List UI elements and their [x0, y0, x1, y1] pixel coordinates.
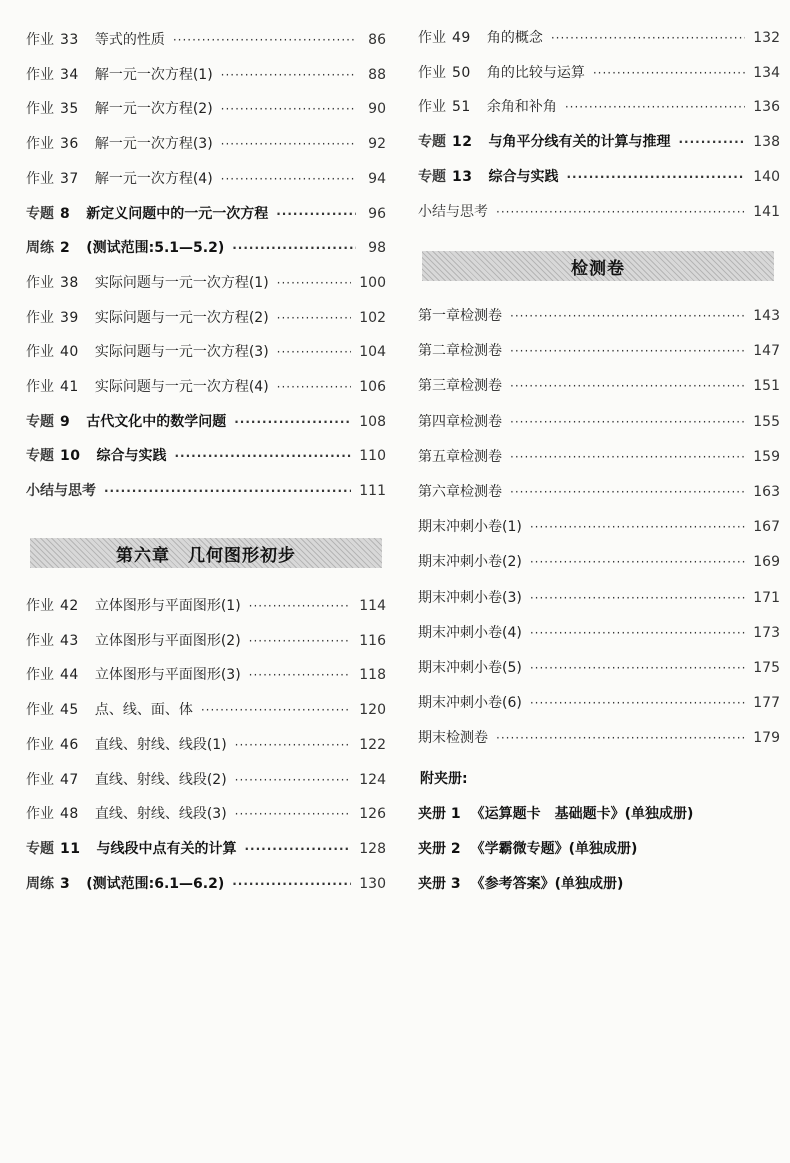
toc-entry-page: 111: [359, 483, 386, 500]
toc-entry-title: 解一元一次方程(1): [94, 66, 213, 83]
toc-entry[interactable]: [26, 594, 386, 618]
toc-entry-label: 小结与思考: [418, 203, 488, 220]
toc-entry[interactable]: [26, 202, 386, 226]
dot-leader: [565, 95, 745, 119]
toc-entry[interactable]: [26, 97, 386, 121]
toc-entry-number: 36: [60, 136, 79, 153]
toc-entry-page: 155: [753, 413, 780, 430]
toc-entry-page: 96: [368, 205, 386, 222]
toc-entry-title: 余角和补角: [486, 99, 557, 116]
toc-entry-label: 作业: [26, 274, 54, 291]
toc-entry-number: 43: [60, 632, 79, 649]
dot-leader: [232, 872, 351, 896]
toc-entry-page: 104: [359, 344, 386, 361]
attachment-label: 夹册 3: [418, 876, 461, 892]
toc-entry[interactable]: [26, 167, 386, 191]
attachment-title: 《参考答案》(单独成册): [470, 876, 624, 892]
toc-entry-label: 专题: [418, 134, 446, 151]
toc-entry[interactable]: [26, 410, 386, 434]
chapter6-banner-title: 第六章 几何图形初步: [116, 545, 296, 566]
toc-entry-page: 88: [368, 66, 386, 83]
attachment-label: 夹册 1: [418, 806, 461, 822]
dot-leader: [221, 132, 356, 156]
toc-entry[interactable]: [418, 304, 780, 328]
toc-entry-label: 专题: [418, 168, 446, 185]
toc-entry-page: 128: [359, 840, 386, 857]
toc-entry-label: 作业: [26, 771, 54, 788]
dot-leader: [173, 28, 356, 52]
toc-entry-page: 86: [368, 32, 386, 48]
dot-leader: [235, 768, 352, 792]
toc-entry-label: 作业: [26, 32, 54, 48]
toc-entry-page: 140: [753, 168, 780, 185]
dot-leader: [244, 837, 351, 861]
toc-entry-page: 94: [368, 170, 386, 187]
toc-entry-title: (测试范围:5.1—5.2): [86, 240, 225, 257]
toc-entry-title: 与线段中点有关的计算: [96, 840, 237, 857]
attachments-heading: 附夹册:: [420, 771, 468, 787]
toc-entry-number: 49: [452, 30, 471, 46]
toc-entry[interactable]: [26, 236, 386, 260]
toc-entry-title: 实际问题与一元一次方程(4): [94, 379, 269, 395]
toc-entry-title: 实际问题与一元一次方程(1): [94, 274, 269, 291]
toc-entry-title: 角的比较与运算: [486, 64, 585, 81]
dot-leader: [593, 61, 745, 85]
toc-entry-page: 167: [753, 519, 780, 536]
toc-entry-number: 37: [60, 170, 79, 187]
dot-leader: [277, 271, 352, 295]
toc-entry-title: 综合与实践: [488, 168, 559, 185]
toc-entry[interactable]: [26, 768, 386, 792]
toc-entry-title: 第一章检测卷: [418, 308, 502, 324]
toc-entry[interactable]: [26, 629, 386, 653]
toc-entry-label: 作业: [26, 736, 54, 753]
toc-entry-title: 解一元一次方程(3): [94, 136, 213, 153]
dot-leader: [510, 480, 745, 504]
dot-leader: [530, 550, 745, 574]
toc-entry-number: 45: [60, 702, 79, 719]
toc-entry[interactable]: [26, 63, 386, 87]
toc-entry[interactable]: [418, 445, 780, 469]
toc-entry-page: 134: [753, 64, 780, 81]
toc-entry-page: 138: [753, 134, 780, 151]
chapter6-banner: [30, 538, 382, 568]
toc-entry-number: 41: [60, 379, 79, 395]
toc-entry-page: 173: [753, 624, 780, 641]
attachment-entry: [418, 873, 623, 893]
toc-entry[interactable]: [26, 306, 386, 330]
toc-entry-page: 120: [359, 702, 386, 719]
toc-entry-number: 46: [60, 736, 79, 753]
toc-entry-label: 作业: [26, 806, 54, 823]
toc-entry-number: 11: [60, 840, 81, 857]
dot-leader: [678, 130, 745, 154]
toc-entry-title: 期末冲刺小卷(5): [418, 660, 522, 676]
toc-entry[interactable]: [418, 95, 780, 119]
dot-leader: [530, 586, 745, 610]
toc-entry-page: 159: [753, 448, 780, 465]
toc-entry-label: 作业: [418, 99, 446, 116]
toc-entry-label: 作业: [26, 667, 54, 684]
toc-entry-number: 8: [60, 205, 71, 222]
toc-entry-page: 116: [359, 632, 386, 649]
toc-entry-label: 作业: [26, 66, 54, 83]
toc-entry-page: 100: [359, 274, 386, 291]
toc-entry-title: 期末冲刺小卷(6): [418, 695, 522, 712]
dot-leader: [249, 663, 352, 687]
toc-entry-label: 周练: [26, 875, 54, 892]
dot-leader: [201, 698, 351, 722]
dot-leader: [104, 479, 351, 503]
dot-leader: [530, 515, 745, 539]
toc-entry-label: 作业: [26, 598, 54, 614]
toc-entry-title: 直线、射线、线段(2): [94, 771, 227, 788]
toc-entry-title: 第五章检测卷: [418, 448, 502, 465]
dot-leader: [530, 691, 745, 715]
toc-entry-title: 第二章检测卷: [418, 343, 502, 360]
toc-entry-title: 解一元一次方程(4): [94, 170, 213, 187]
toc-entry[interactable]: [26, 271, 386, 295]
toc-entry-title: 期末冲刺小卷(1): [418, 519, 522, 536]
toc-entry[interactable]: [418, 726, 780, 750]
toc-entry[interactable]: [26, 28, 386, 52]
dot-leader: [530, 621, 745, 645]
toc-entry-page: 177: [753, 695, 780, 712]
toc-entry-page: 124: [359, 771, 386, 788]
toc-entry-page: 132: [753, 30, 780, 46]
dot-leader: [221, 167, 356, 191]
toc-entry-title: 期末冲刺小卷(2): [418, 554, 522, 571]
toc-entry-page: 179: [753, 730, 780, 747]
tests-banner: [422, 251, 774, 281]
toc-entry-label: 作业: [418, 30, 446, 46]
dot-leader: [235, 733, 352, 757]
toc-entry-label: 作业: [26, 632, 54, 649]
toc-entry[interactable]: [26, 698, 386, 722]
toc-entry-label: 作业: [26, 344, 54, 361]
toc-entry-title: 期末冲刺小卷(4): [418, 624, 522, 641]
attachment-title: 《学霸微专题》(单独成册): [470, 841, 638, 857]
toc-entry[interactable]: [418, 586, 780, 610]
toc-entry-page: 114: [359, 598, 386, 614]
toc-entry[interactable]: [418, 656, 780, 680]
toc-entry-number: 40: [60, 344, 79, 361]
toc-entry-number: 10: [60, 448, 81, 465]
toc-entry-page: 92: [368, 136, 386, 153]
toc-entry-number: 13: [452, 168, 473, 185]
toc-entry[interactable]: [418, 515, 780, 539]
toc-entry-page: 171: [753, 589, 780, 606]
toc-entry-label: 专题: [26, 840, 54, 857]
dot-leader: [174, 444, 351, 468]
toc-entry-page: 175: [753, 660, 780, 676]
toc-entry-page: 98: [368, 240, 386, 257]
toc-entry-title: 实际问题与一元一次方程(3): [94, 344, 269, 361]
dot-leader: [530, 656, 745, 680]
toc-entry-title: 与角平分线有关的计算与推理: [488, 134, 671, 151]
toc-entry-title: 古代文化中的数学问题: [86, 413, 227, 430]
toc-entry-page: 108: [359, 413, 386, 430]
toc-entry-title: 直线、射线、线段(1): [94, 736, 227, 753]
dot-leader: [277, 340, 352, 364]
toc-entry-title: 实际问题与一元一次方程(2): [94, 309, 269, 326]
toc-entry[interactable]: [26, 444, 386, 468]
toc-entry-number: 48: [60, 806, 79, 823]
toc-entry-number: 12: [452, 134, 473, 151]
toc-entry-number: 51: [452, 99, 471, 116]
toc-entry-page: 106: [359, 379, 386, 395]
toc-entry-title: 期末冲刺小卷(3): [418, 589, 522, 606]
toc-entry[interactable]: [418, 621, 780, 645]
toc-entry-label: 作业: [418, 64, 446, 81]
toc-entry[interactable]: [26, 375, 386, 399]
attachment-title: 《运算题卡 基础题卡》(单独成册): [470, 806, 694, 822]
toc-entry-number: 9: [60, 413, 71, 430]
toc-entry-number: 35: [60, 101, 79, 118]
toc-entry-page: 110: [359, 448, 386, 465]
toc-entry[interactable]: [26, 479, 386, 503]
toc-entry-title: 直线、射线、线段(3): [94, 806, 227, 823]
dot-leader: [551, 26, 745, 50]
toc-entry-label: 专题: [26, 205, 54, 222]
toc-entry[interactable]: [418, 200, 780, 224]
toc-entry-label: 专题: [26, 413, 54, 430]
toc-entry-number: 2: [60, 240, 71, 257]
toc-entry-label: 专题: [26, 448, 54, 465]
dot-leader: [510, 410, 745, 434]
toc-entry-label: 周练: [26, 240, 54, 257]
toc-entry-page: 151: [753, 378, 780, 395]
toc-entry[interactable]: [418, 61, 780, 85]
dot-leader: [249, 629, 352, 653]
toc-entry-page: 169: [753, 554, 780, 571]
toc-entry-page: 102: [359, 309, 386, 326]
toc-entry-number: 42: [60, 598, 79, 614]
dot-leader: [235, 802, 352, 826]
toc-entry-title: 第六章检测卷: [418, 484, 502, 500]
toc-entry-page: 141: [753, 203, 780, 220]
toc-entry-page: 118: [359, 667, 386, 684]
dot-leader: [221, 97, 356, 121]
toc-entry[interactable]: [26, 733, 386, 757]
toc-entry-label: 作业: [26, 702, 54, 719]
toc-entry-label: 作业: [26, 379, 54, 395]
toc-entry[interactable]: [418, 26, 780, 50]
toc-entry-page: 90: [368, 101, 386, 118]
toc-entry-page: 122: [359, 736, 386, 753]
toc-entry-title: 新定义问题中的一元一次方程: [86, 205, 269, 222]
toc-entry-number: 34: [60, 66, 79, 83]
toc-entry-title: 点、线、面、体: [94, 702, 193, 719]
toc-entry-title: 综合与实践: [96, 448, 167, 465]
dot-leader: [510, 304, 745, 328]
dot-leader: [234, 410, 351, 434]
toc-entry-page: 136: [753, 99, 780, 116]
dot-leader: [496, 200, 745, 224]
dot-leader: [566, 165, 745, 189]
toc-entry-page: 143: [753, 308, 780, 324]
toc-entry[interactable]: [418, 165, 780, 189]
toc-entry-title: (测试范围:6.1—6.2): [86, 875, 225, 892]
toc-entry-page: 147: [753, 343, 780, 360]
toc-entry-number: 44: [60, 667, 79, 684]
toc-entry[interactable]: [26, 132, 386, 156]
toc-entry-number: 33: [60, 32, 79, 48]
toc-entry-number: 39: [60, 309, 79, 326]
toc-entry-page: 126: [359, 806, 386, 823]
toc-entry-title: 角的概念: [486, 30, 543, 46]
toc-entry-title: 第三章检测卷: [418, 378, 502, 395]
toc-entry-number: 47: [60, 771, 79, 788]
dot-leader: [277, 375, 352, 399]
toc-entry-label: 作业: [26, 101, 54, 118]
toc-entry[interactable]: [418, 410, 780, 434]
toc-entry[interactable]: [418, 130, 780, 154]
dot-leader: [276, 202, 356, 226]
toc-entry[interactable]: [418, 339, 780, 363]
dot-leader: [510, 339, 745, 363]
toc-entry[interactable]: [26, 872, 386, 896]
toc-entry-title: 解一元一次方程(2): [94, 101, 213, 118]
toc-entry-title: 立体图形与平面图形(1): [94, 598, 241, 614]
toc-entry-title: 第四章检测卷: [418, 413, 502, 430]
toc-entry-label: 作业: [26, 170, 54, 187]
toc-entry-number: 3: [60, 875, 71, 892]
toc-entry-number: 50: [452, 64, 471, 81]
attachment-entry: [418, 838, 637, 858]
toc-entry-title: 立体图形与平面图形(2): [94, 632, 241, 649]
dot-leader: [510, 445, 745, 469]
toc-entry-label: 作业: [26, 309, 54, 326]
toc-entry[interactable]: [26, 340, 386, 364]
attachment-label: 夹册 2: [418, 841, 461, 857]
toc-entry[interactable]: [26, 802, 386, 826]
dot-leader: [277, 306, 352, 330]
attachment-entry: [418, 803, 693, 823]
toc-entry[interactable]: [26, 663, 386, 687]
toc-entry-title: 立体图形与平面图形(3): [94, 667, 241, 684]
toc-entry[interactable]: [418, 374, 780, 398]
toc-entry-title: 期末检测卷: [418, 730, 488, 747]
toc-entry-label: 小结与思考: [26, 483, 96, 500]
toc-entry[interactable]: [26, 837, 386, 861]
toc-entry-label: 作业: [26, 136, 54, 153]
toc-entry-page: 163: [753, 484, 780, 500]
toc-entry-page: 130: [359, 875, 386, 892]
dot-leader: [249, 594, 352, 618]
dot-leader: [221, 63, 356, 87]
toc-entry[interactable]: [418, 550, 780, 574]
dot-leader: [510, 374, 745, 398]
toc-entry-number: 38: [60, 274, 79, 291]
tests-banner-title: 检测卷: [571, 258, 625, 279]
dot-leader: [496, 726, 745, 750]
toc-entry[interactable]: [418, 480, 780, 504]
toc-entry[interactable]: [418, 691, 780, 715]
toc-entry-title: 等式的性质: [94, 32, 165, 48]
dot-leader: [232, 236, 356, 260]
